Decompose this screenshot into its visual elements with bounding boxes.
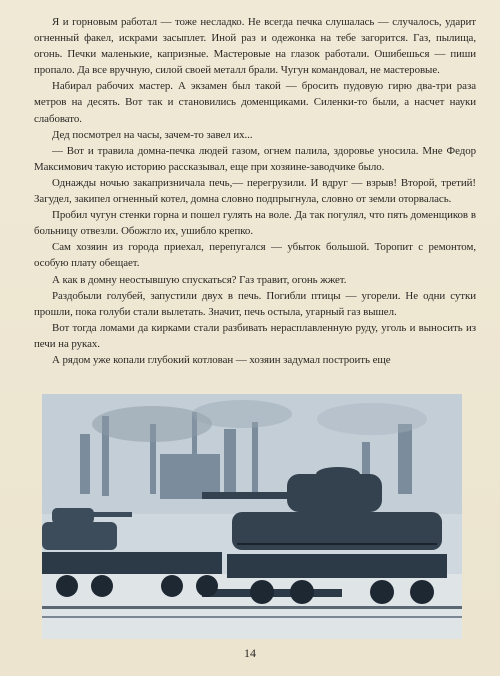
paragraph: А как в домну неостывшую спускаться? Газ травит, огонь жжет.: [52, 273, 347, 286]
paragraph: Дед посмотрел на часы, зачем-то завел их...: [52, 128, 253, 141]
paragraph: А рядом уже копали глубокий котлован — хозяин задумал построить еще: [52, 353, 391, 366]
rails: [42, 606, 462, 609]
paragraph: Вот тогда ломами да кирками стали разбивать нерасплавленную руду, уголь и выносить из печи на руках.: [34, 321, 476, 350]
illustration-tanks-on-train: [42, 394, 462, 639]
page-number: 14: [244, 646, 256, 660]
paragraph: Пробил чугун стенки горна и пошел гулять на воле. Да так погулял, что пять доменщиков в больницу отвезли. Обожгло их, ушибло крепко.: [34, 209, 476, 238]
paragraph: Сам хозяин из города приехал, перепугался — убыток большой. Торопит с ремонтом, особую плату обещает.: [34, 241, 476, 270]
paragraph: Набирал рабочих мастер. А экзамен был такой — бросить пудовую гирю два-три раза метров на десять. Вот так и становились доменщиками. Силенки-то были, а насчет науки слабовато.: [34, 80, 476, 125]
paragraph: Раздобыли голубей, запустили двух в печь. Погибли птицы — угорели. Не одни сутки прошли, пока голуби стали вылетать. Значит, печь остыла, угарный газ вышел.: [34, 289, 476, 318]
body-text: [34, 14, 476, 368]
paragraph: Однажды ночью закапризничала печь,— перегрузили. И вдруг — взрыв! Второй, третий! Загудел, закипел огненный котел, домна словно подпрыгнула, словно от земли оторвалась.: [34, 176, 476, 206]
paragraph: Я и горновым работал — тоже несладко. Не всегда печка слушалась — случалось, ударит огненный факел, искрами засыплет. Иной раз и одежонка на тебе загорится. Газ, пылища, огонь. Печки маленькие, капризные. Мастеровые на глазок работали. Ошибешься — пиши пропало. Да все вручную, силой своей металл брали. Чугун командовал, не мастеровые.: [34, 16, 476, 77]
paragraph: — Вот и травила домна-печка людей газом, огнем палила, здоровье уносила. Мне Федор Максимович такую историю рассказывал, еще при хозяине-заводчике было.: [34, 144, 476, 173]
